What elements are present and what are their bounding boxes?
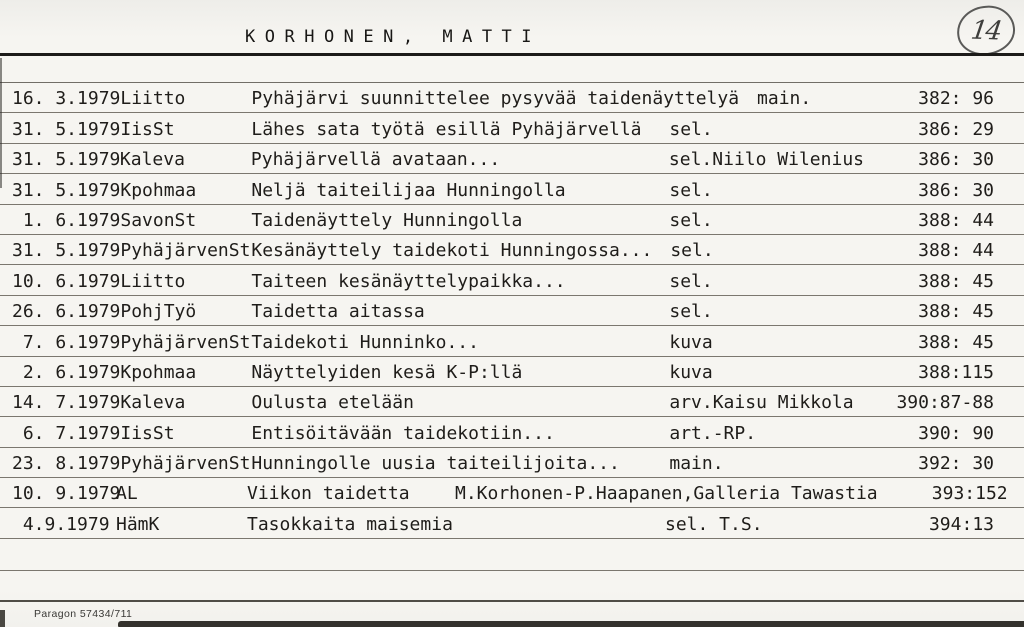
entry-annotation: kuva: [669, 361, 713, 383]
entry-reference: 392: 30: [918, 453, 994, 475]
entry-annotation: main.: [669, 453, 724, 475]
entry-reference: 390:87-88: [896, 392, 994, 414]
entry-date: 1. 6.1979: [12, 209, 121, 231]
page-number-circle: [954, 3, 1018, 59]
entry-date: 6. 7.1979: [12, 422, 121, 444]
entry-date: 26. 6.1979: [12, 301, 121, 323]
entries-list: [0, 83, 1024, 539]
entry-reference: 388: 45: [918, 301, 994, 323]
entry-title: Pyhäjärvi suunnittelee pysyvää taidenäyttelyä: [251, 88, 740, 110]
table-row: [0, 417, 1024, 447]
entry-annotation: sel.: [669, 301, 713, 323]
entry-annotation: art.-RP.: [669, 422, 757, 444]
entry-date: 10. 6.1979: [12, 270, 121, 292]
entry-reference: 386: 29: [918, 118, 994, 140]
table-row: [0, 174, 1024, 204]
table-row: [0, 144, 1024, 174]
card-stock-code: Paragon 57434/711: [34, 608, 133, 620]
entry-source: Kpohmaa: [120, 361, 197, 383]
entry-reference: 386: 30: [918, 179, 994, 201]
entry-reference: 388:115: [918, 361, 994, 383]
entry-reference: 390: 90: [918, 422, 994, 444]
table-row: [0, 83, 1024, 113]
entry-source: PohjTyö: [120, 301, 197, 323]
entry-reference: 388: 45: [918, 270, 994, 292]
header-rule: [0, 53, 1024, 56]
entry-date: 31. 5.1979: [12, 149, 121, 171]
entry-reference: 388: 44: [918, 209, 994, 231]
table-row: [0, 387, 1024, 417]
entry-annotation: sel.: [669, 179, 713, 201]
table-row: [0, 508, 1024, 538]
table-row: [0, 235, 1024, 265]
scan-bottom-bar: [118, 621, 1024, 627]
entry-reference: 393:152: [931, 483, 1008, 505]
entry-source: PyhäjärvenSt: [120, 331, 251, 353]
entry-annotation: sel.Niilo Wilenius: [668, 149, 864, 171]
page-title: KORHONEN, MATTI: [245, 27, 542, 47]
table-row: [0, 265, 1024, 295]
table-row: [0, 296, 1024, 326]
scan-edge-artifact: [0, 58, 2, 188]
entry-annotation: sel.: [669, 118, 713, 140]
entry-title: Taiteen kesänäyttelypaikka...: [251, 270, 566, 292]
entry-date: 16. 3.1979: [12, 88, 121, 110]
entry-title: Näyttelyiden kesä K-P:llä: [251, 361, 523, 383]
entry-title: Kesänäyttely taidekoti Hunningossa...: [251, 240, 653, 262]
entry-reference: 394:13: [928, 513, 994, 535]
entry-date: 2. 6.1979: [12, 361, 121, 383]
entry-date: 14. 7.1979: [12, 392, 121, 414]
entry-title: Tasokkaita maisemia: [247, 513, 453, 535]
entry-source: AL: [116, 483, 138, 505]
entry-title: Neljä taiteilijaa Hunningolla: [251, 179, 566, 201]
entry-source: SavonSt: [120, 209, 197, 231]
entry-source: PyhäjärvenSt: [120, 240, 251, 262]
page-number: 14: [969, 15, 1003, 46]
entry-date: 23. 8.1979: [12, 453, 121, 475]
entry-source: HämK: [116, 513, 160, 535]
entry-title: Hunningolle uusia taiteilijoita...: [251, 453, 620, 475]
entry-annotation: kuva: [669, 331, 713, 353]
entry-reference: 388: 44: [918, 240, 994, 262]
entry-date: 31. 5.1979: [12, 240, 121, 262]
entry-date: 31. 5.1979: [12, 118, 121, 140]
entry-title: Taidenäyttely Hunningolla: [251, 209, 523, 231]
entry-annotation: arv.Kaisu Mikkola: [669, 392, 854, 414]
entry-source: IisSt: [120, 118, 175, 140]
entry-title: Lähes sata työtä esillä Pyhäjärvellä: [251, 118, 642, 140]
table-row: [0, 326, 1024, 356]
entry-source: Liitto: [120, 88, 186, 110]
entry-reference: 382: 96: [918, 88, 994, 110]
entry-title: Pyhäjärvellä avataan...: [250, 149, 501, 171]
entry-date: 7. 6.1979: [12, 331, 121, 353]
entry-source: Kaleva: [120, 392, 186, 414]
entry-annotation: M.Korhonen-P.Haapanen,Galleria Tawastia: [455, 483, 878, 505]
entry-annotation: sel.: [670, 240, 714, 262]
table-row: [0, 478, 1024, 508]
entry-reference: 388: 45: [918, 331, 994, 353]
table-row: [0, 113, 1024, 143]
entry-source: IisSt: [120, 422, 175, 444]
entry-title: Taidekoti Hunninko...: [251, 331, 479, 353]
entry-source: Liitto: [120, 270, 186, 292]
entry-date: 10. 9.1979: [12, 483, 121, 505]
table-row: [0, 205, 1024, 235]
entry-title: Taidetta aitassa: [251, 301, 425, 323]
entry-source: Kpohmaa: [120, 179, 197, 201]
entry-date: 31. 5.1979: [12, 179, 121, 201]
table-row: [0, 357, 1024, 387]
entry-title: Viikon taidetta: [247, 483, 410, 505]
entry-reference: 386: 30: [918, 149, 994, 171]
entry-annotation: sel.: [669, 209, 713, 231]
blank-ruled-line: [0, 570, 1024, 571]
entry-annotation: sel. T.S.: [665, 513, 763, 535]
blank-ruled-line: [0, 600, 1024, 602]
entry-title: Oulusta etelään: [251, 392, 414, 414]
entry-source: Kaleva: [119, 149, 185, 171]
entry-date: 4.9.1979: [12, 513, 110, 535]
entry-annotation: sel.: [669, 270, 713, 292]
entry-annotation: main.: [757, 88, 812, 110]
scan-edge-artifact: [0, 610, 5, 627]
table-row: [0, 448, 1024, 478]
entry-source: PyhäjärvenSt: [120, 453, 251, 475]
entry-title: Entisöitävään taidekotiin...: [251, 422, 555, 444]
